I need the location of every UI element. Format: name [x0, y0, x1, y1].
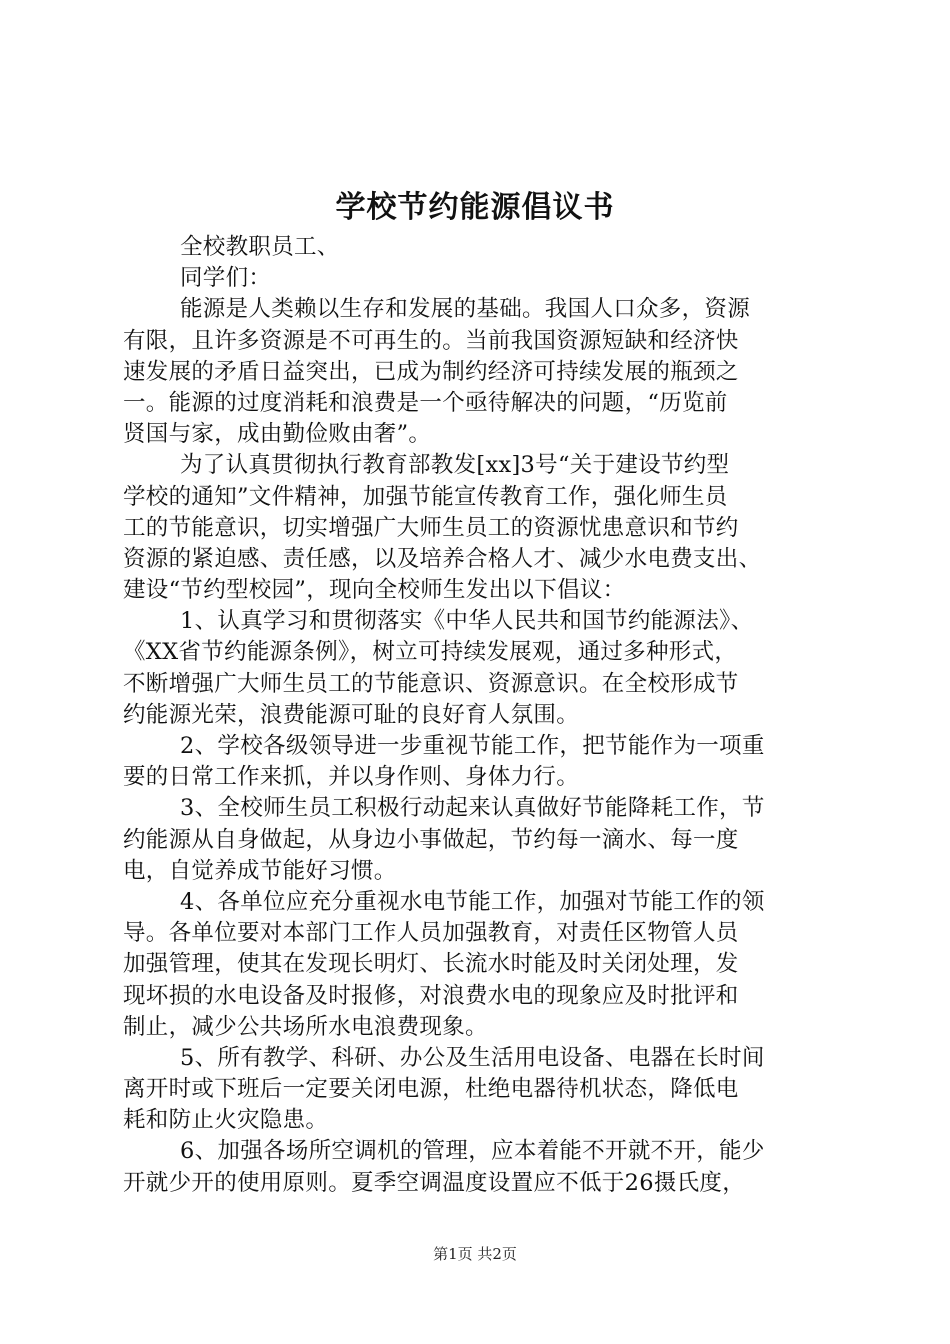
- paragraph-line: 不断增强广大师生员工的节能意识、资源意识。在全校形成节: [123, 670, 739, 697]
- paragraph-line: 约能源从自身做起，从身边小事做起，节约每一滴水、每一度: [123, 826, 739, 853]
- paragraph-line: 学校的通知”文件精神，加强节能宣传教育工作，强化师生员: [123, 483, 728, 510]
- paragraph-line: 4、各单位应充分重视水电节能工作，加强对节能工作的领: [180, 888, 765, 915]
- paragraph-line: 导。各单位要对本部门工作人员加强教育，对责任区物管人员: [123, 920, 739, 947]
- paragraph-line: 资源的紧迫感、责任感，以及培养合格人才、减少水电费支出、: [123, 545, 762, 572]
- paragraph-line: 制止，减少公共场所水电浪费现象。: [123, 1013, 488, 1040]
- paragraph-line: 2、学校各级领导进一步重视节能工作，把节能作为一项重: [180, 733, 765, 759]
- paragraph-line: 能源是人类赖以生存和发展的基础。我国人口众多，资源: [180, 296, 751, 323]
- paragraph-line: 耗和防止火灾隐患。: [123, 1107, 329, 1134]
- paragraph-line: 贤国与家，成由勤俭败由奢”。: [123, 421, 432, 448]
- paragraph-line: 电，自觉养成节能好习惯。: [123, 857, 397, 884]
- paragraph-line: 离开时或下班后一定要关闭电源，杜绝电器待机状态，降低电: [123, 1076, 739, 1103]
- paragraph-line: 有限，且许多资源是不可再生的。当前我国资源短缺和经济快: [123, 327, 739, 354]
- paragraph-line: 要的日常工作来抓，并以身作则、身体力行。: [123, 764, 580, 791]
- paragraph-line: 1、认真学习和贯彻落实《中华人民共和国节约能源法》、: [180, 608, 754, 635]
- paragraph-line: 约能源光荣，浪费能源可耻的良好育人氛围。: [123, 701, 580, 728]
- paragraph-line: 为了认真贯彻执行教育部教发[xx]3号“关于建设节约型: [180, 452, 730, 479]
- paragraph-line: 建设“节约型校园”，现向全校师生发出以下倡议：: [123, 577, 626, 604]
- paragraph-line: 工的节能意识，切实增强广大师生员工的资源忧患意识和节约: [123, 514, 739, 541]
- paragraph-line: 现坏损的水电设备及时报修，对浪费水电的现象应及时批评和: [123, 982, 739, 1009]
- salutation-line-2: 同学们：: [180, 265, 272, 292]
- paragraph-line: 加强管理，使其在发现长明灯、长流水时能及时关闭处理，发: [123, 951, 739, 978]
- paragraph-line: 开就少开的使用原则。夏季空调温度设置应不低于26摄氏度，: [123, 1169, 746, 1196]
- page-number-footer: 第1页 共2页: [433, 1245, 517, 1263]
- paragraph-line: 《XX省节约能源条例》，树立可持续发展观，通过多种形式，: [123, 639, 738, 666]
- paragraph-line: 速发展的矛盾日益突出，已成为制约经济可持续发展的瓶颈之: [123, 358, 739, 385]
- paragraph-line: 3、全校师生员工积极行动起来认真做好节能降耗工作，节: [180, 795, 765, 822]
- salutation-line-1: 全校教职员工、: [180, 234, 340, 260]
- paragraph-line: 一。能源的过度消耗和浪费是一个亟待解决的问题，“历览前: [123, 389, 728, 416]
- paragraph-line: 5、所有教学、科研、办公及生活用电设备、电器在长时间: [180, 1044, 765, 1071]
- document-body: [123, 232, 833, 1199]
- document-title: 学校节约能源倡议书: [335, 190, 615, 225]
- paragraph-line: 6、加强各场所空调机的管理，应本着能不开就不开，能少: [180, 1138, 765, 1165]
